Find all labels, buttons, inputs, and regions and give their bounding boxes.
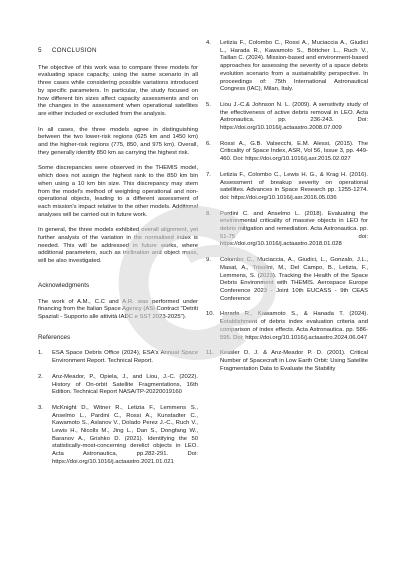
reference-item: [206, 350, 368, 373]
reference-number: 9.: [206, 257, 211, 264]
reference-number: 6.: [206, 140, 211, 147]
reference-text: ESA Space Debris Office (2024), ESA's Annual Space Environment Report. Technical Report.: [52, 350, 198, 365]
reference-number: 7.: [206, 171, 211, 178]
reference-item: [206, 141, 368, 164]
reference-item: [206, 211, 368, 250]
reference-number: 2.: [38, 373, 43, 380]
right-column: [206, 40, 368, 381]
conclusion-heading: [38, 47, 198, 55]
reference-item: [206, 172, 368, 203]
reference-number: 8.: [206, 210, 211, 217]
reference-number: 4.: [206, 40, 211, 46]
reference-text: Harada R., Kawamoto S., & Hanada T. (2024). Establishment of debris index evaluation criteria and comparison of index effects. Acta Astronautica. pp. 586-595. Doi: https://doi.org/10.1016/j.actaastro.2024.06.047: [220, 311, 368, 341]
reference-item: [38, 374, 198, 397]
references-heading: References: [38, 333, 71, 341]
conclusion-paragraph-3: Some discrepancies were observed in the THEMIS model, which does not assign the highest rank to the 850 km bin when using a 10 km bin size. This discrepancy may stem from the model's method of weighting operational and non-operational objects, leading to a different assessment of each mission's impact relative to the other models. Additional analyses will be carried out in future work.: [38, 165, 198, 218]
reference-number: 3.: [38, 404, 43, 411]
reference-text: Rossi A., G.B. Valsecchi, E.M. Alessi, (2015). The Criticality of Space Index, ASR, Vol 56, Issue 3, pp. 449-460. Doi: https://doi.org/10.1016/j.asr.2015.02.027: [220, 140, 368, 163]
reference-item: [206, 40, 368, 94]
reference-item: [206, 257, 368, 303]
acknowledgments-text: The work of A.M., C.C and A.R. was performed under financing from the Italian Space Agency (ASI Contract "Detriti Spaziali - Supporto alle attività IADC e SST 2023-2025").: [38, 298, 198, 320]
conclusion-paragraph-2: In all cases, the three models agree in distinguishing between the two lower-risk regions (625 km and 1450 km) and the higher-risk regions (775, 850, and 975 km). Overall, they generally identify 850 km as carrying the highest risk.: [38, 126, 198, 156]
reference-number: 10.: [206, 311, 215, 318]
reference-text: Liou J.-C.& Johnson N. L. (2009). A sensitivity study of the effectiveness of active debris removal in LEO. Acta Astronautica. pp. 236-243. Doi: https://doi.org/10.1016/j.actaastro.2008.07.009: [220, 101, 368, 132]
conclusion-number: 5: [38, 47, 42, 54]
reference-text: Pardini C. and Anselmo L. (2018). Evaluating the environmental criticality of massive objects in LEO for debris mitigation and remediation. Acta Astronautica. pp. 51-75 doi: https://doi.org/10.1016/j.actaastro.2018.01.028: [220, 210, 368, 248]
reference-text: Letizia F., Colombo C., Lewis H. G., & Krag H. (2016). Assessment of breakup severity on operational satellites. Advances in Space Research pp. 1255-1274. doi: https://doi.org/10.1016/j.asr.2016.05.036: [220, 171, 368, 201]
reference-item: [206, 102, 368, 133]
reference-item: [38, 405, 198, 467]
reference-number: 11.: [206, 350, 214, 357]
reference-number: 1.: [38, 350, 43, 357]
reference-text: Colombo C., Muciaccia, A., Giudici, L., Gonzalo, J.L., Masat, A., Trisolini, M., Del Campo, B., Letizia, F., Lemmens, S. (2023). Tracking the Health of the Space Debris Environment with THEMIS. Aerospace Europe Conference 2023 - Joint 10th EUCASS - 9th CEAS Conference: [220, 257, 368, 302]
reference-item: [38, 350, 198, 365]
acknowledgments-heading: Acknowledgments: [38, 281, 90, 289]
conclusion-paragraph-1: The objective of this work was to compare three models for evaluating space capacity, using the same scenario in all three cases while considering possible variations introduced by specific parameters. In particular, the study focused on how different bin sizes affect capacity assessments and on the changes in the assessment when operational satellites are either included or excluded from the analysis.: [38, 64, 198, 117]
reference-text: McKnight D., Witner R., Letizia F., Lemmens S., Anselmo L., Pardini C., Rossi A., Kunstadter C., Kawamoto S., Aslanov V., Dolado Perez J.-C., Ruch V., Lewis H., Nicolls M., Jing L., Dan S., Dongfang W., Baranov A., Grishko D. (2021). Identifying the 50 statistically-most-concerning derelict objects in LEO. Acta Astronautica, pp.282-291. Doi: https://doi.org/10.1016/j.actaastro.2021.01.021: [52, 404, 198, 465]
reference-text: Anz-Meador, P., Opiela, J., and Liou, J.-C. (2022). History of On-orbit Satellite Fragmentations, 16th Edition. Technical Report NASA/TP-20220019160: [52, 373, 198, 396]
reference-text: Letizia F., Colombo C., Rossi A., Muciaccia A., Giudici L., Harada R., Kawamoto S., Böttcher L., Ruch V., Taillan C. (2024). Mission-based and environment-based approaches for assessing the severity of a space debris evolution scenario from a sustainability perspective. In proceedings of: 75th International Astronautical Congress (IAC), Milan, Italy.: [220, 40, 368, 93]
reference-number: 5.: [206, 101, 211, 108]
conclusion-paragraph-4: In general, the three models exhibited overall alignment, yet further analysis of the variation in the normalised index is needed. This will be addressed in future works, where additional parameters, such as inclination and object mass, will be also investigated.: [38, 227, 198, 265]
conclusion-title: CONCLUSION: [51, 47, 97, 54]
left-column: [38, 42, 198, 475]
reference-item: [206, 311, 368, 342]
reference-text: Kessler D. J. & Anz-Meador P. D. (2001). Critical Number of Spacecraft in Low Earth Orbit: Using Satellite Fragmentation Data to Evaluate the Stability: [220, 350, 368, 372]
